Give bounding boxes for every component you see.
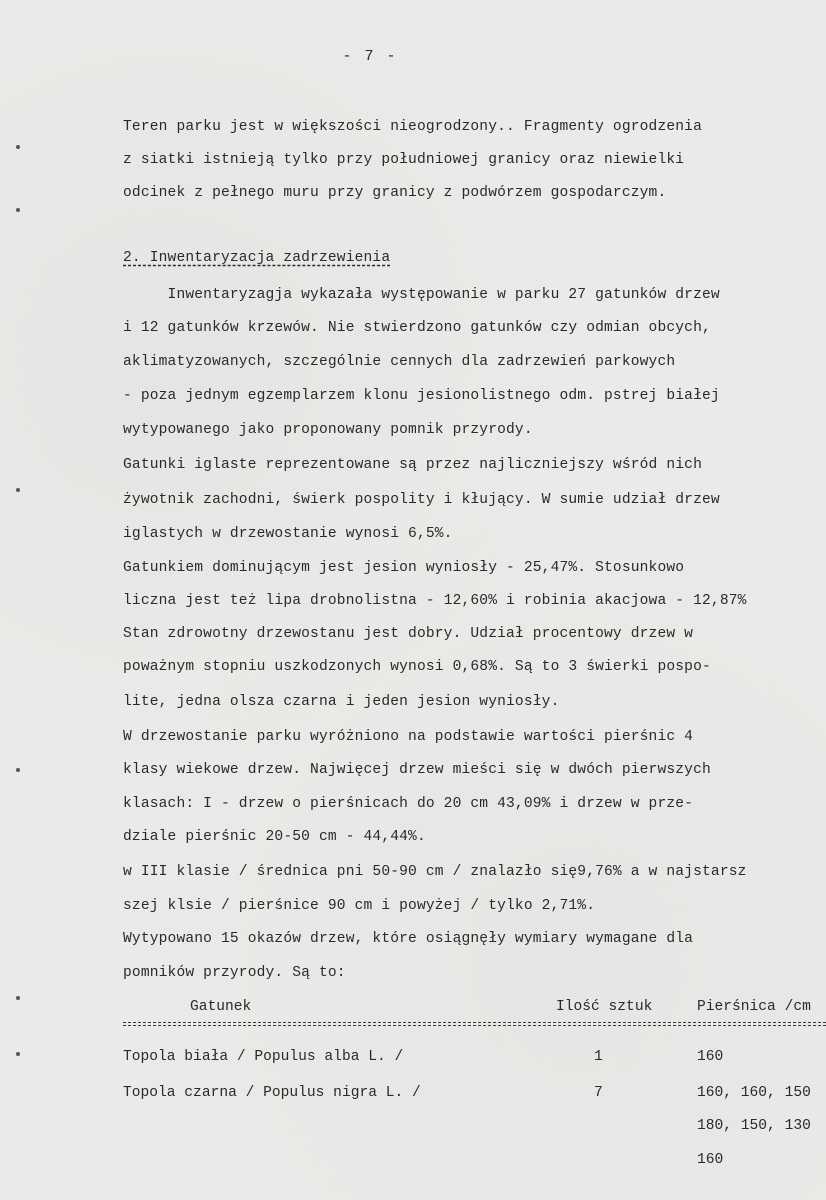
table-cell-count: 7 (594, 1085, 603, 1101)
table-cell-species: Topola czarna / Populus nigra L. / (123, 1085, 421, 1101)
table-cell-dbh: 160, 160, 150 (697, 1085, 811, 1101)
paragraph-line: Inwentaryzagja wykazała występowanie w parku 27 gatunków drzew (123, 287, 720, 303)
paragraph-line: odcinek z pełnego muru przy granicy z podwórzem gospodarczym. (123, 185, 667, 201)
paragraph-line: Gatunkiem dominującym jest jesion wyniosły - 25,47%. Stosunkowo (123, 560, 685, 576)
paragraph-line: szej klsie / pierśnice 90 cm i powyżej / tylko 2,71%. (123, 898, 596, 914)
paragraph-line: klasy wiekowe drzew. Najwięcej drzew mieści się w dwóch pierwszych (123, 762, 711, 778)
paragraph-line: aklimatyzowanych, szczególnie cennych dla zadrzewień parkowych (123, 354, 676, 370)
margin-mark (16, 145, 20, 149)
paragraph-line: Gatunki iglaste reprezentowane są przez najliczniejszy wśród nich (123, 457, 702, 473)
paragraph-line: wytypowanego jako proponowany pomnik przyrody. (123, 422, 533, 438)
paragraph-line: Teren parku jest w większości nieogrodzony.. Fragmenty ogrodzenia (123, 119, 702, 135)
paragraph-line: iglastych w drzewostanie wynosi 6,5%. (123, 526, 453, 542)
table-header-rule (123, 1022, 826, 1026)
table-cell-count: 1 (594, 1049, 603, 1065)
margin-mark (16, 488, 20, 492)
paragraph-line: Wytypowano 15 okazów drzew, które osiągnęły wymiary wymagane dla (123, 931, 694, 947)
table-cell-dbh: 160 (697, 1049, 724, 1065)
table-cell-dbh: 160 (697, 1152, 724, 1168)
page-number: - 7 - (342, 48, 398, 65)
margin-mark (16, 768, 20, 772)
section-heading: 2. Inwentaryzacja zadrzewienia (123, 250, 391, 266)
paragraph-line: lite, jedna olsza czarna i jeden jesion wyniosły. (123, 694, 560, 710)
table-header-dbh: Pierśnica /cm (697, 999, 811, 1015)
margin-mark (16, 996, 20, 1000)
paragraph-line: z siatki istnieją tylko przy południowej granicy oraz niewielki (123, 152, 685, 168)
paragraph-line: klasach: I - drzew o pierśnicach do 20 cm 43,09% i drzew w prze- (123, 796, 694, 812)
table-cell-species: Topola biała / Populus alba L. / (123, 1049, 404, 1065)
margin-mark (16, 208, 20, 212)
table-header-species: Gatunek (190, 999, 252, 1015)
paragraph-line: pomników przyrody. Są to: (123, 965, 346, 981)
paragraph-line: poważnym stopniu uszkodzonych wynosi 0,68%. Są to 3 świerki pospo- (123, 659, 711, 675)
paragraph-line: liczna jest też lipa drobnolistna - 12,60% i robinia akacjowa - 12,87% (123, 593, 747, 609)
paragraph-line: żywotnik zachodni, świerk pospolity i kłujący. W sumie udział drzew (123, 492, 720, 508)
paragraph-line: W drzewostanie parku wyróżniono na podstawie wartości pierśnic 4 (123, 729, 694, 745)
paragraph-line: dziale pierśnic 20-50 cm - 44,44%. (123, 829, 426, 845)
paragraph-line: - poza jednym egzemplarzem klonu jesionolistnego odm. pstrej białej (123, 388, 720, 404)
margin-mark (16, 1052, 20, 1056)
table-header-count: Ilość sztuk (556, 999, 653, 1015)
paragraph-line: w III klasie / średnica pni 50-90 cm / znalazło się9,76% a w najstarsz (123, 864, 747, 880)
table-cell-dbh: 180, 150, 130 (697, 1118, 811, 1134)
paragraph-line: Stan zdrowotny drzewostanu jest dobry. Udział procentowy drzew w (123, 626, 694, 642)
paragraph-line: i 12 gatunków krzewów. Nie stwierdzono gatunków czy odmian obcych, (123, 320, 711, 336)
